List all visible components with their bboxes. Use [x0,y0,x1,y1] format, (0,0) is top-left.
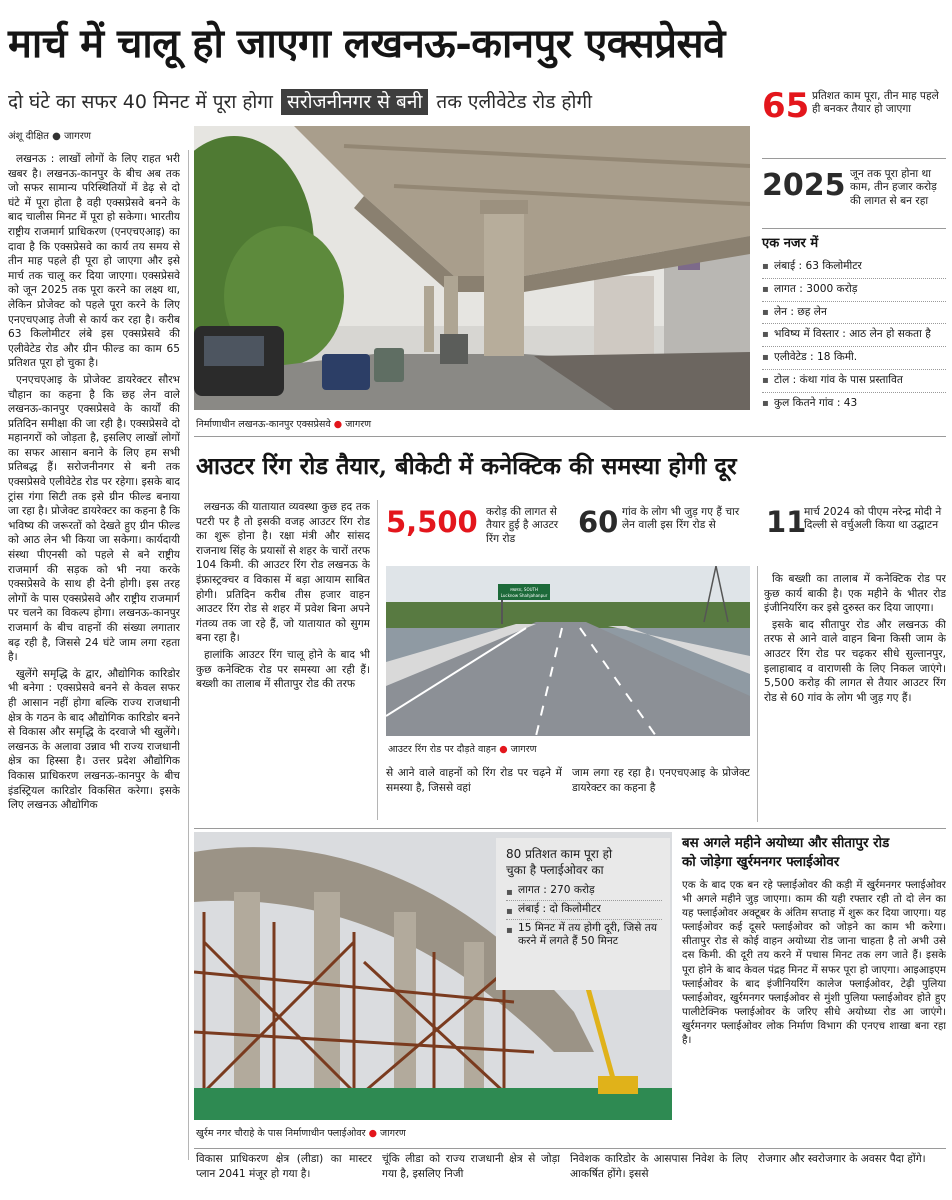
expressway-photo-illustration [194,126,750,410]
ring-road-headline: आउटर रिंग रोड तैयार, बीकेटी में कनेक्टिक की समस्या होगी दूर [196,452,737,480]
fact-65 [762,86,946,148]
divider [762,158,946,159]
main-body-paragraph: लखनऊ : लाखों लोगों के लिए राहत भरी खबर है। लखनऊ-कानपुर के बीच अब तक जो सफर सामान्य परिस्थितियों में डेढ़ से दो घंटे में पूरा होता है वही एक्सप्रेसवे बनने के बाद चालीस मिनट में पूरा हो सकेगा। भारतीय राष्ट्रीय राजमार्ग प्राधिकरण (एनएचएआइ) का दावा है कि एक्सप्रेसवे का कार्य तय समय से तीन माह पहले ही पूरा हो जाएगा और इसे मार्च तक चालू कर दिया जाएगा। एक्सप्रेसवे को जून 2025 तक पूरा करने का लक्ष्य था, लेकिन प्रोजेक्ट को पहले पूरा करने के लिए एनएचएआइ तेजी से कार्य कर रहा है। करीब 63 किलोमीटर लंबे इस एक्सप्रेसवे की एलीवेटेड रोड और ग्रीन फील्ड का काम 65 प्रतिशत पूरा हो चुका है। [8,153,180,370]
flyover-headline [682,834,946,872]
fact-60-text: गांव के लोग भी जुड़ गए हैं चार लेन वाली इस रिंग रोड से [622,506,740,532]
expressway-photo [194,126,750,410]
fact-65-text: प्रतिशत काम पूरा, तीन माह पहले ही बनकर तैयार हो जाएगा [812,90,939,116]
ring-road-mid-right: जाम लगा रह रहा है। एनएचएआइ के प्रोजेक्ट डायरेक्टर का कहना है [572,767,750,794]
main-subhead [8,86,760,118]
flyover-box-title-2: चुका है फ्लाईओवर का [506,863,604,877]
flyover-headline-line-2: को जोड़ेगा खुर्रमनगर फ्लाईओवर [682,854,840,870]
caption-dot-icon: ● [368,1128,380,1139]
ring-road-column-3 [764,572,946,824]
caption-text: निर्माणाधीन लखनऊ-कानपुर एक्सप्रेसवे [196,419,331,430]
ring-road-paragraph: हालांकि आउटर रिंग चालू होने के बाद भी कुछ कनेक्टिक रोड पर समस्या आ रही हैं। बख्शी का तालाब में सीतापुर रोड की तरफ [196,648,370,691]
road-sign-line-1: लखनऊ, SOUTH [510,587,538,592]
ring-road-paragraph: लखनऊ की यातायात व्यवस्था कुछ हद तक पटरी पर है तो इसकी वजह आउटर रिंग रोड का शुरू होना है। रक्षा मंत्री और सांसद राजनाथ सिंह के प्रयासों से शहर के चारों तरफ 104 किमी. की आउटर रिंग रोड लखनऊ के इंफ्रास्ट्रक्चर व विकास में बड़ा आयाम साबित होगी। प्रतिदिन करीब तीस हजार वाहन आउटर रिंग रोड से शहर में प्रवेश बिना अपने गंतव्य तक जा रहे हैं, जो यातायात को सुगम बना रहा है। [196,501,370,645]
divider [194,828,946,829]
fact-2025-text: जून तक पूरा होना था काम, तीन हजार करोड़ की लागत से बन रहा [850,168,937,207]
fact-5500-text: करोड़ की लागत से तैयार हुई है आउटर रिंग रोड [486,506,559,545]
divider [194,1148,946,1149]
subhead-left: दो घंटे का सफर 40 मिनट में पूरा होगा [8,91,273,113]
ring-road-photo-caption [388,742,537,755]
bottom-strip-col-3: निवेशक कारिडोर के आसपास निवेश के लिए आकर्षित होंगे। इससे [570,1153,748,1180]
fact-60-number: 60 [578,505,619,539]
main-body-paragraph: एनएचएआइ के प्रोजेक्ट डायरेक्टर सौरभ चौहान का कहना है कि छह लेन वाले लखनऊ-कानपुर एक्सप्रेसवे के कार्यों की प्रतिदिन समीक्षा की जा रही है। एक्सप्रेसवे दो महानगरों को जोड़ता है, इसलिए लाखों लोगों का सफर आसान बनाने के लिए हम सभी प्रतिबद्ध हैं। सरोजनीनगर से बनी तक एक्सप्रेसवे एलीवेटेड रोड पर रहेगा। इसके बाद ट्रांस गंगा सिटी तक इसे ग्रीन फील्ड बनाया जा रहा है। प्रोजेक्ट डायरेक्टर का कहना है कि भविष्य की जरूरतों को देखते हुए ग्रीन फील्ड को आठ लेन भी किया जा सकेगा। कार्यदायी संस्था पीएनसी को पहले से बने राष्ट्रीय राजमार्ग की सड़क को भी नया करके एक्सप्रेसवे के साथ ही देनी होगी। इस तरह लोगों के पास एक्सप्रेसवे और राष्ट्रीय राजमार्ग पर चलने का विकल्प होगा। लखनऊ-कानपुर राजमार्ग के बीच वाहनों की संख्या लगातार बढ़ रही है, जिससे 24 घंटे जाम लगा रहता है। [8,373,180,664]
fact-5500-number: 5,500 [386,505,478,539]
main-body-column [8,152,180,1198]
subhead-right: तक एलीवेटेड रोड होगी [436,91,593,113]
ring-road-photo [386,566,750,736]
expressway-photo-caption [196,417,371,430]
flyover-box-item: ▪ लंबाई : दो किलोमीटर [506,901,662,920]
fact-2025 [762,166,946,222]
at-a-glance-list [762,256,946,415]
flyover-headline-line-1: बस अगले महीने अयोध्या और सीतापुर रोड [682,835,890,851]
caption-source: जागरण [345,419,372,430]
fact-11-number: 11 [766,505,807,539]
caption-text: आउटर रिंग रोड पर दौड़ते वाहन [388,744,497,755]
glance-item: ▪ एलीवेटेड : 18 किमी. [762,347,946,370]
road-sign-line-2: Lucknow Shahjahanpur [500,593,548,598]
byline-dot-icon: ● [52,131,65,142]
flyover-photo-caption [196,1126,406,1139]
glance-item: ▪ भविष्य में विस्तार : आठ लेन हो सकता है [762,324,946,347]
ring-road-paragraph: इसके बाद सीतापुर रोड और लखनऊ की तरफ से आने वाले वाहन बिना किसी जाम के आउटर रिंग रोड पर चढ़कर सीधे सुल्तानपुर, इलाहाबाद व वाराणसी के लिए निकल जाएंगे। 5,500 करोड़ की लागत से तैयार आउटर रिंग रोड से 60 गांव के लोग भी जुड़ गए हैं। [764,618,946,704]
main-headline: मार्च में चालू हो जाएगा लखनऊ-कानपुर एक्सप्रेसवे [8,20,725,67]
fact-2025-number: 2025 [762,168,846,203]
glance-item: ▪ लेन : छह लेन [762,302,946,325]
divider [188,150,189,1160]
fact-65-number: 65 [762,86,810,126]
subhead-tag: सरोजनीनगर से बनी [281,89,428,115]
byline-source: जागरण [64,131,92,142]
bottom-strip-col-2: चूंकि लीडा को राज्य राजधानी क्षेत्र से जोड़ा गया है, इसलिए निजी [382,1153,560,1180]
fact-11 [766,502,946,558]
bottom-strip-col-1: विकास प्राधिकरण क्षेत्र (लीडा) का मास्टर प्लान 2041 मंजूर हो गया है। [196,1153,372,1180]
byline [8,128,91,142]
glance-item: ▪ लागत : 3000 करोड़ [762,279,946,302]
main-body-paragraph: खुलेंगे समृद्धि के द्वार, औद्योगिक कारिडोर भी बनेगा : एक्सप्रेसवे बनने से केवल सफर ही आसान नहीं होगा बल्कि राज्य राजधानी क्षेत्र के गठन के बाद औद्योगिक कारिडोर बनने से विकास और समृद्धि के दरवाजे भी खुलेंगे। लखनऊ के अलावा उन्नाव भी राज्य राजधानी क्षेत्र का हिस्सा है। उत्तर प्रदेश औद्योगिक विकास प्राधिकरण लखनऊ-कानपुर के बीच इंडस्ट्रियल कारिडोर विकसित करेगा। इसके लिए लखनऊ औद्योगिक [8,667,180,812]
ring-road-column-1 [196,500,370,822]
ring-road-mid-left: से आने वाले वाहनों को रिंग रोड पर चढ़ने में समस्या है, जिससे वहां [386,767,562,794]
divider [377,500,378,820]
flyover-box-list [506,882,662,951]
ring-road-photo-illustration [386,566,750,736]
bottom-strip-col-4: रोजगार और स्वरोजगार के अवसर पैदा होंगे। [758,1153,926,1165]
flyover-box-title-1: 80 प्रतिशत काम पूरा हो [506,847,613,861]
glance-item: ▪ कुल कितने गांव : 43 [762,393,946,415]
caption-dot-icon: ● [499,744,511,755]
fact-60 [578,502,754,558]
byline-name: अंशू दीक्षित [8,131,49,142]
glance-item: ▪ टोल : कंथा गांव के पास प्रस्तावित [762,370,946,393]
caption-text: खुर्रम नगर चौराहे के पास निर्माणाधीन फ्लाईओवर [196,1128,366,1139]
at-a-glance-title: एक नजर में [762,236,819,251]
caption-dot-icon: ● [333,419,346,430]
fact-11-text: मार्च 2024 को पीएम नरेन्द्र मोदी ने दिल्ली से वर्चुअली किया था उद्घाटन [804,506,942,532]
caption-source: जागरण [510,744,537,755]
glance-item: ▪ लंबाई : 63 किलोमीटर [762,256,946,279]
divider [757,566,758,822]
divider [762,228,946,229]
flyover-box-item: ▪ 15 मिनट में तय होगी दूरी, जिसे तय करने में लगते हैं 50 मिनट [506,920,662,952]
ring-road-paragraph: कि बख्शी का तालाब में कनेक्टिक रोड पर कुछ कार्य बाकी है। एक महीने के भीतर रोड इंजीनियरिंग कर इसे दुरुस्त कर दिया जाएगा। [764,573,946,615]
caption-source: जागरण [380,1128,406,1139]
at-a-glance-box [762,234,946,415]
flyover-box-item: ▪ लागत : 270 करोड़ [506,882,662,901]
divider [194,436,946,437]
flyover-body: एक के बाद एक बन रहे फ्लाईओवर की कड़ी में खुर्रमनगर फ्लाईओवर भी अगले महीने जुड़ जाएगा। काम की यही रफ्तार रही तो दो लेन का यह फ्लाईओवर अक्टूबर के अंतिम सप्ताह में शुरू कर दिया जाएगा। यह फ्लाईओवर कई दूसरे फ्लाईओवर को जोड़ने का काम भी करेगा। सीतापुर रोड से कोई वाहन अयोध्या रोड जाना चाहता है तो अभी उसे दस किमी. की दूरी तय करने में पचास मिनट तक लग जाते हैं। इसके पूरा होने के बाद केवल पंद्रह मिनट में सफर पूरा हो जाएगा। आइआइएम फ्लाईओवर के बाद इंजीनियरिंग कालेज फ्लाईओवर, टेढ़ी पुलिया फ्लाईओवर, खुर्रमनगर फ्लाईओवर से मुंशी पुलिया फ्लाईओवर होते हुए पालीटेक्निक फ्लाईओवर के जरिए सीधे अयोध्या रोड आ जाएंगे। खुर्रमनगर फ्लाईओवर लोक निर्माण विभाग की एनएच शाखा बना रहा है। [682,879,946,1047]
flyover-fact-box [496,838,670,990]
fact-5500 [386,502,562,558]
